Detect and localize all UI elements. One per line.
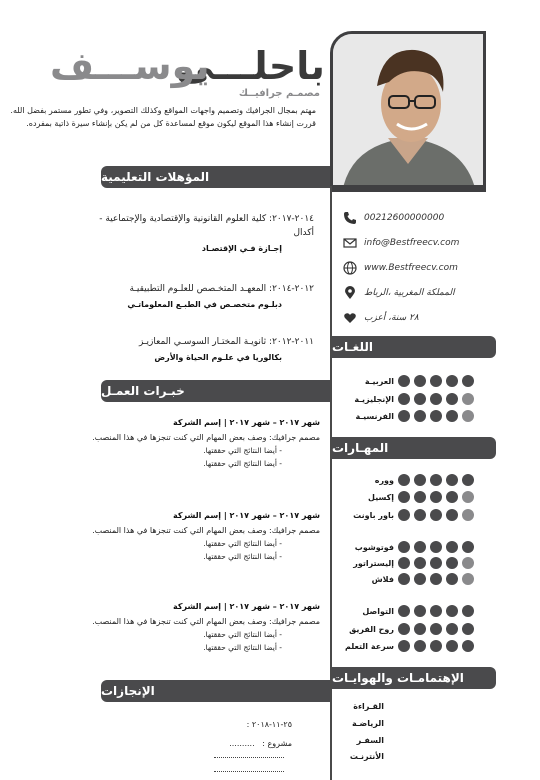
- job-title: مصمـم جرافيــك: [238, 88, 320, 99]
- rating-dots: [398, 605, 474, 617]
- hobbies-heading: الإهتمامـات والهوايـات: [332, 667, 496, 689]
- language-row: [342, 391, 492, 407]
- language-label: العربيـة: [364, 376, 394, 386]
- education-item: [14, 212, 314, 256]
- skill-label: روح الفريق: [349, 624, 394, 634]
- rating-dot-filled: [462, 640, 474, 652]
- dotted-line: [214, 757, 284, 758]
- skill-label: إكسيل: [368, 492, 394, 502]
- rating-dot-filled: [398, 393, 410, 405]
- sidebar-divider: [330, 186, 332, 780]
- address-text: المملكة المغربية ،الرباط: [364, 287, 455, 298]
- email-text: info@Bestfreecv.com: [364, 237, 460, 248]
- rating-dot-filled: [430, 541, 442, 553]
- language-label: الإنجليزيـة: [354, 394, 394, 404]
- education-heading: المؤهلات التعليمية: [101, 166, 330, 188]
- rating-dot-empty: [462, 509, 474, 521]
- education-item: [14, 282, 314, 312]
- rating-dot-filled: [446, 623, 458, 635]
- experience-period: شهر ٢٠١٧ – شهر ٢٠١٧ | إسم الشركة: [173, 418, 320, 427]
- rating-dot-filled: [414, 393, 426, 405]
- rating-dot-filled: [430, 491, 442, 503]
- rating-dot-filled: [414, 573, 426, 585]
- rating-dot-filled: [398, 474, 410, 486]
- rating-dot-filled: [398, 509, 410, 521]
- photo-divider: [330, 186, 486, 192]
- heart-icon: [342, 310, 358, 326]
- website-text: www.Bestfreecv.com: [364, 262, 458, 273]
- skill-label: إليستراتور: [353, 558, 394, 568]
- education-line: ٢٠١٤-٢٠١٧: كلية العلوم القانونية والإقتصادية والإجتماعية -: [99, 214, 314, 224]
- rating-dot-filled: [462, 375, 474, 387]
- rating-dot-filled: [462, 605, 474, 617]
- rating-dot-filled: [414, 541, 426, 553]
- rating-dot-empty: [462, 393, 474, 405]
- rating-dot-filled: [398, 557, 410, 569]
- skill-row: [342, 571, 492, 587]
- language-row: [342, 373, 492, 389]
- education-degree: إجـازة فـي الإقتصـاد: [201, 244, 282, 253]
- rating-dot-filled: [414, 474, 426, 486]
- skill-row: [342, 638, 492, 654]
- rating-dot-filled: [414, 509, 426, 521]
- rating-dots: [398, 640, 474, 652]
- rating-dot-filled: [446, 557, 458, 569]
- rating-dots: [398, 573, 474, 585]
- rating-dot-filled: [430, 393, 442, 405]
- rating-dot-filled: [430, 623, 442, 635]
- language-row: [342, 408, 492, 424]
- education-degree: دبلـوم متخصـص في الطبـع المعلوماتـي: [127, 300, 282, 309]
- status-text: ٢٨ سنة، أعزب: [364, 312, 419, 323]
- rating-dots: [398, 491, 474, 503]
- skill-label: ووره: [374, 475, 394, 485]
- skill-row: [342, 621, 492, 637]
- skill-label: فوتوشوب: [354, 542, 394, 552]
- rating-dot-empty: [462, 491, 474, 503]
- skills-heading: المهـارات: [332, 437, 496, 459]
- rating-dot-filled: [430, 410, 442, 422]
- rating-dot-filled: [430, 640, 442, 652]
- achievement-date: ٢٥-١١-٢٠١٨ :: [246, 720, 292, 729]
- experience-heading: خبـرات العمـل: [101, 380, 330, 402]
- skill-row: [342, 555, 492, 571]
- rating-dots: [398, 474, 474, 486]
- rating-dot-empty: [462, 573, 474, 585]
- rating-dot-filled: [414, 375, 426, 387]
- experience-description: مصمم جرافيك: وصف بعض المهام التي كنت تنجزها في هذا المنصب.: [92, 433, 320, 442]
- rating-dot-filled: [446, 509, 458, 521]
- rating-dot-filled: [446, 573, 458, 585]
- phone-icon: [342, 210, 358, 226]
- experience-bullet: - أيضا النتائج التي حققتها.: [203, 459, 282, 468]
- rating-dot-filled: [446, 410, 458, 422]
- rating-dot-filled: [398, 410, 410, 422]
- skill-label: باور باونت: [353, 510, 394, 520]
- hobby-item: الرياضـة: [351, 719, 384, 728]
- experience-bullet: - أيضا النتائج التي حققتها.: [203, 539, 282, 548]
- experience-bullet: - أيضا النتائج التي حققتها.: [203, 552, 282, 561]
- hobby-item: السفـر: [356, 736, 384, 745]
- rating-dot-filled: [430, 509, 442, 521]
- rating-dots: [398, 509, 474, 521]
- experience-item: [14, 600, 320, 654]
- rating-dot-filled: [446, 605, 458, 617]
- rating-dot-filled: [446, 491, 458, 503]
- experience-bullet: - أيضا النتائج التي حققتها.: [203, 446, 282, 455]
- rating-dot-filled: [414, 640, 426, 652]
- skill-row: [342, 472, 492, 488]
- rating-dot-filled: [398, 573, 410, 585]
- experience-description: مصمم جرافيك: وصف بعض المهام التي كنت تنجزها في هذا المنصب.: [92, 526, 320, 535]
- rating-dot-filled: [430, 605, 442, 617]
- skill-label: التواصل: [362, 606, 394, 616]
- experience-period: شهر ٢٠١٧ – شهر ٢٠١٧ | إسم الشركة: [173, 602, 320, 611]
- rating-dot-filled: [446, 474, 458, 486]
- experience-item: [14, 509, 320, 563]
- hobby-item: القـراءة: [353, 702, 384, 711]
- experience-item: [14, 416, 320, 470]
- rating-dot-filled: [414, 605, 426, 617]
- rating-dot-filled: [430, 573, 442, 585]
- rating-dots: [398, 623, 474, 635]
- dotted-line: [214, 771, 284, 772]
- location-pin-icon: [342, 285, 358, 301]
- education-line: ٢٠١١-٢٠١٢: ثانويـة المختـار السوسـي المعازيـز: [138, 337, 314, 347]
- mail-icon: [342, 235, 358, 251]
- language-label: الفرنسيـة: [355, 411, 394, 421]
- profile-summary: مهتم بمجال الجرافيك وتصميم واجهات المواقع وكذلك التصوير، وفي تطور مستمر بفضل الله. قررت إنشاء هذا الموقع ليكون موقع لمساعدة كل من لم يكن بإنشاء سيرة ذاتية بمفرده.: [10, 106, 316, 128]
- rating-dot-filled: [446, 640, 458, 652]
- first-name: باحلـــى: [176, 44, 325, 88]
- skill-row: [342, 603, 492, 619]
- rating-dot-filled: [430, 557, 442, 569]
- contact-email[interactable]: [342, 230, 502, 255]
- education-line: ٢٠١٢-٢٠١٤: المعهـد المتخـصص للعلـوم التطبيقيـة: [129, 284, 314, 294]
- skill-label: سرعة التعلم: [344, 641, 394, 651]
- rating-dot-filled: [430, 474, 442, 486]
- rating-dots: [398, 410, 474, 422]
- contact-address: [342, 280, 502, 305]
- rating-dot-filled: [398, 605, 410, 617]
- rating-dot-empty: [462, 410, 474, 422]
- rating-dots: [398, 541, 474, 553]
- skill-row: [342, 539, 492, 555]
- experience-period: شهر ٢٠١٧ – شهر ٢٠١٧ | إسم الشركة: [173, 511, 320, 520]
- rating-dot-filled: [398, 541, 410, 553]
- profile-photo: [330, 31, 486, 188]
- rating-dot-filled: [446, 393, 458, 405]
- skill-row: [342, 507, 492, 523]
- experience-bullet: - أيضا النتائج التي حققتها.: [203, 630, 282, 639]
- rating-dots: [398, 393, 474, 405]
- achievements-heading: الإنجازات: [101, 680, 330, 702]
- languages-heading: اللغـات: [332, 336, 496, 358]
- rating-dot-filled: [414, 557, 426, 569]
- contact-status: [342, 305, 502, 330]
- rating-dots: [398, 557, 474, 569]
- globe-icon: [342, 260, 358, 276]
- contact-phone: [342, 205, 502, 230]
- education-item: [14, 335, 314, 365]
- last-name: يوســـف: [50, 44, 210, 88]
- education-degree: بكالوريا في علـوم الحياة والأرض: [154, 353, 282, 362]
- rating-dot-filled: [430, 375, 442, 387]
- hobby-item: الأنترنـت: [349, 752, 384, 761]
- rating-dot-filled: [398, 640, 410, 652]
- rating-dot-filled: [414, 410, 426, 422]
- skill-row: [342, 489, 492, 505]
- education-line: أكدال: [293, 228, 314, 238]
- experience-bullet: - أيضا النتائج التي حققتها.: [203, 643, 282, 652]
- rating-dots: [398, 375, 474, 387]
- rating-dot-filled: [446, 541, 458, 553]
- rating-dot-filled: [462, 541, 474, 553]
- contact-list: [342, 205, 502, 330]
- rating-dot-filled: [446, 375, 458, 387]
- experience-description: مصمم جرافيك: وصف بعض المهام التي كنت تنجزها في هذا المنصب.: [92, 617, 320, 626]
- rating-dot-filled: [398, 623, 410, 635]
- achievement-project: مشروع :‎ ‎ ‎ ‎..........: [229, 739, 292, 748]
- rating-dot-filled: [462, 623, 474, 635]
- phone-text: 00212600000000: [364, 212, 445, 223]
- rating-dot-filled: [398, 491, 410, 503]
- rating-dot-filled: [414, 491, 426, 503]
- rating-dot-filled: [462, 474, 474, 486]
- skill-label: فلاش: [371, 574, 394, 584]
- rating-dot-filled: [414, 623, 426, 635]
- contact-website[interactable]: [342, 255, 502, 280]
- rating-dot-empty: [462, 557, 474, 569]
- rating-dot-filled: [398, 375, 410, 387]
